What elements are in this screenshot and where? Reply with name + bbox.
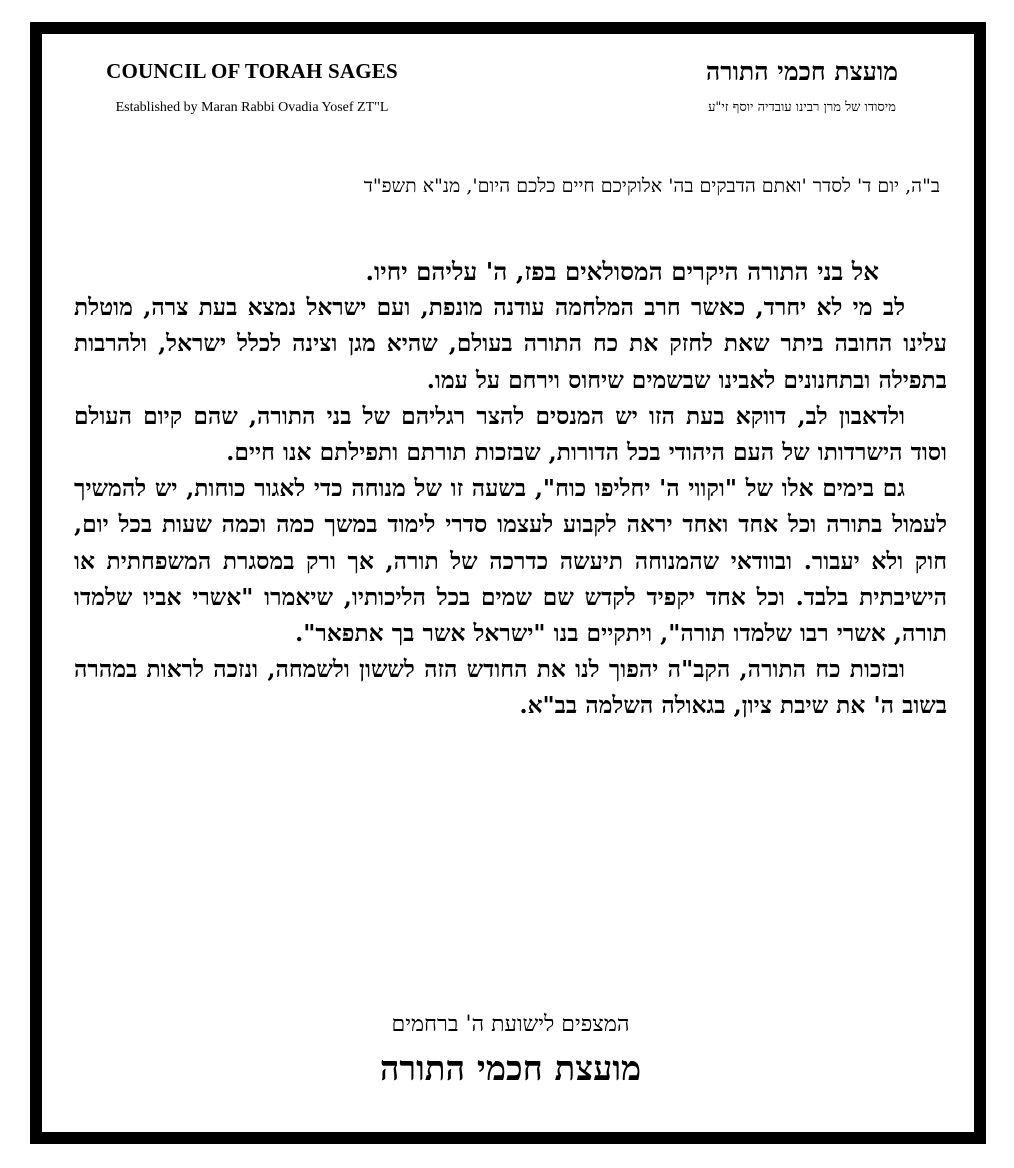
letter-salutation: אל בני התורה היקרים המסולאים בפז, ה' עליהם יחיו. — [365, 257, 879, 286]
closing-line: המצפים לישועת ה' ברחמים — [391, 1012, 630, 1037]
letter-paragraph: לב מי לא יחרד, כאשר חרב המלחמה עודנה מונפת, ועם ישראל נמצא בעת צרה, מוטלת עלינו החובה ביתר שאת לחזק את כח התורה בעולם, שהיא מגן וצינה לכלל ישראל, ולהרבות בתפילה ובתחנונים לאבינו שבשמים שיחוס וירחם על עמו. — [74, 294, 947, 394]
hebrew-org-name: מועצת חכמי התורה — [705, 57, 899, 86]
letter-paragraph: ולדאבון לב, דווקא בעת הזו יש המנסים להצר רגליהם של בני התורה, שהם קיום העולם וסוד הישרדותו של העם היהודי בכל הדורות, שבזכות תורתם ותפילתם אנו חיים. — [74, 402, 947, 467]
english-org-name: COUNCIL OF TORAH SAGES — [106, 59, 398, 83]
dateline: ב"ה, יום ד' לסדר 'ואתם הדבקים בה' אלוקיכם חיים כלכם היום', מנ"א תשפ"ד — [363, 175, 940, 197]
letter-body — [74, 254, 947, 725]
letter-paragraph: ובזכות כח התורה, הקב"ה יהפוך לנו את החודש הזה לששון ולשמחה, ונזכה לראות במהרה בשוב ה' את שיבת ציון, בגאולה השלמה בב"א. — [74, 656, 947, 720]
english-org-subtitle: Established by Maran Rabbi Ovadia Yosef ZT"L — [115, 100, 389, 115]
hebrew-org-subtitle: מיסודו של מרן רבינו עובדיה יוסף זי"ע — [708, 100, 896, 115]
signature: מועצת חכמי התורה — [379, 1049, 642, 1089]
hebrew-letterhead — [652, 56, 952, 118]
letter-paragraph: גם בימים אלו של "וקווי ה' יחליפו כוח", בשעה זו של מנוחה כדי לאגור כוחות, יש להמשיך לעמול בתורה וכל אחד ואחד יראה לקבוע לעצמו סדרי לימוד במשך כמה וכמה שעות בכל יום, חוק ולא יעבור. ובוודאי שהמנוחה תיעשה כדרכה של תורה, אך ורק במסגרת המשפחתית או הישיבתית בלבד. וכל אחד יקפיד לקדש שם שמים בכל הליכותיו, שיאמרו "אשרי אביו שלמדו תורה, אשרי רבו שלמדו תורה", ויתקיים בנו "ישראל אשר בך אתפאר". — [74, 475, 947, 648]
letter-closing — [74, 1008, 947, 1092]
english-letterhead — [72, 56, 432, 118]
